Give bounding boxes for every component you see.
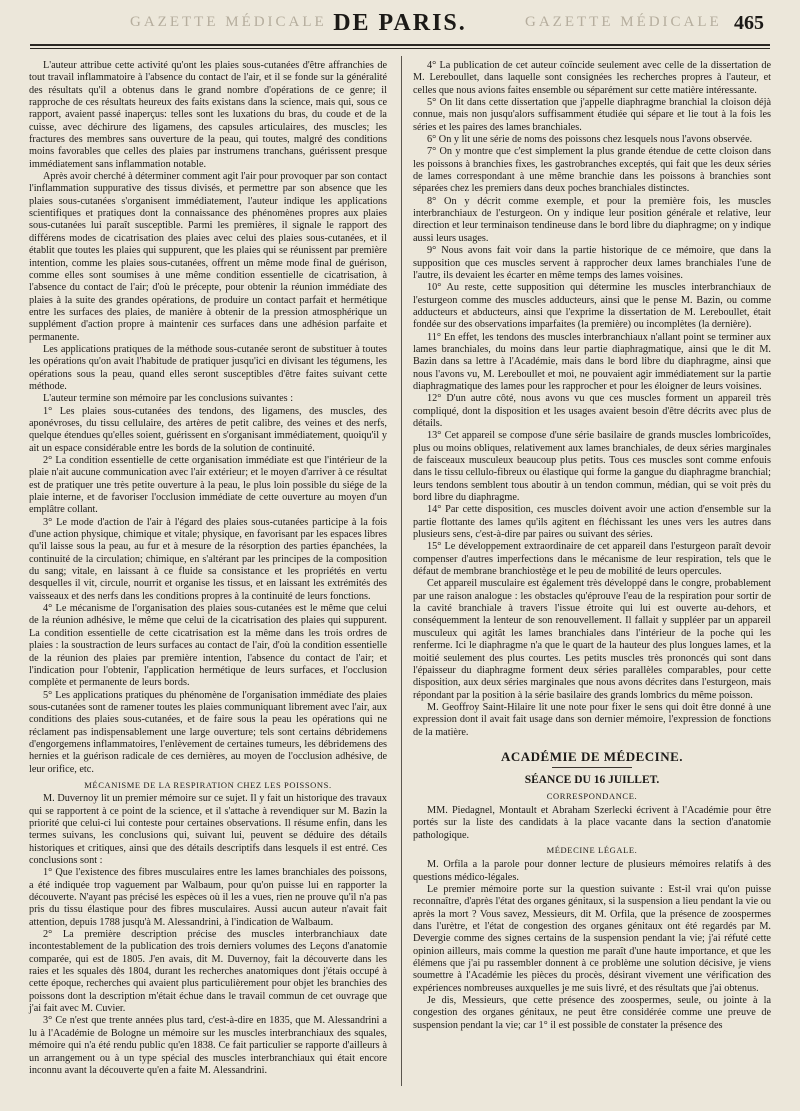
- show-through-text: GAZETTE MÉDICALE: [130, 14, 327, 30]
- right-column: [413, 60, 771, 1032]
- header-rule: [30, 44, 770, 46]
- medecine-legale-heading: MÉDECINE LÉGALE.: [546, 844, 638, 855]
- paragraph: 11° En effet, les tendons des muscles interbranchiaux n'allant point se terminer aux lames branchiales, du moins dans leur partie diaphragmatique, ainsi que le dit M. Bazin dans sa lettre à l'Académie, mais dans le bord libre du diaphragme, ainsi que nous l'avons vu, M. Lereboullet et moi, ne pouvaient agir immédiatement sur la partie diaphragmatique des lames pour les rapprocher et pour les éloigner de leurs voisines.: [413, 331, 771, 392]
- paragraph: L'auteur attribue cette activité qu'ont les plaies sous-cutanées d'être affranchies de tout travail inflammatoire à l'absence du contact de l'air, et il se fonde sur la généralité des résultats qu'il a obtenus dans le grand nombre d'opérations de ce genre; il rapproche de ces résultats heureux des faits existans dans la science, mais qui, sous ce rapport, avaient passé inaperçus: telles sont les luxations du bras, du coude et de la cuisse, avec déchirure des ligamens, des capsules articulaires, des muscles; les fractures des membres sans ouverture de la peau, qui toutes, malgré des conditions moins favorables que celles des plaies par instrumens tranchans, guérissent presque immédiatement sans inflammation notable.: [29, 60, 387, 170]
- paragraph: Je dis, Messieurs, que cette présence des zoospermes, seule, ou jointe à la congestion des organes génitaux, ne peut être considérée comme une preuve de suspension pendant la vie; car 1° il est possible de constater la présence des: [413, 995, 771, 1031]
- masthead-title: DE PARIS.: [333, 10, 467, 36]
- session-heading: SÉANCE DU 16 JUILLET.: [524, 774, 660, 787]
- paragraph: Le premier mémoire porte sur la question suivante : Est-il vrai qu'on puisse reconnaître, d'après l'état des organes génitaux, si la suspension a lieu pendant la vie ou après la mort ? Vous savez, Messieurs, dit M. Orfila, que la présence de zoospermes dans l'urètre, et l'état de congestion des organes génitaux ont été regardés par M. Devergie comme des signes certains de la suspension pendant la vie; j'ai réfuté cette opinion ailleurs, mais comme la question me paraît d'une haute importance, et que les élémens que j'ai pu rassembler donnent à ce problème une solution décisive, je viens soumettre à l'Académie les pièces du procès, désirant vivement une vérification des expériences nombreuses auxquelles je me suis livré, et des résultats que j'ai obtenus.: [413, 884, 771, 994]
- heading-rule: [552, 767, 632, 768]
- section-heading: MÉCANISME DE LA RESPIRATION CHEZ LES POISSONS.: [84, 779, 332, 790]
- paragraph: 10° Au reste, cette supposition qui détermine les muscles interbranchiaux de l'esturgeon comme des muscles adducteurs, ainsi que le pense M. Bazin, ou comme adducteurs et abducteurs, ainsi que l'exprime la dissertation de M. Lereboullet, était fondée sur des observations imparfaites (la première) ou incomplètes (la dernière).: [413, 282, 771, 331]
- paragraph: 7° On y montre que c'est simplement la plus grande étendue de cette cloison dans les poissons à branchies fixes, les gastrobranches exceptés, qui fait que les deux séries de lames correspondant à une même branchie dans les poissons à branchies sont séparées chez les premiers dans deux poches branchiales distinctes.: [413, 146, 771, 195]
- paragraph: 5° Les applications pratiques du phénomène de l'organisation immédiate des plaies sous-cutanées sont de ramener toutes les plaies communiquant librement avec l'air, aux conditions des plaies sous-cutanées, et de faire sous la peau les opérations qui ne réclament pas indispensablement une large ouverture; tels sont certains débridemens d'engorgemens inflammatoires, l'enlèvement de certaines tumeurs, les débridemens des hernies et la guérison radicale de ces dernières, au moyen de l'occlusion adhésive, de leur orifice, etc.: [29, 689, 387, 775]
- paragraph: 5° On lit dans cette dissertation que j'appelle diaphragme branchial la cloison déjà connue, mais non jusqu'alors suffisamment étudiée qui sépare et lie tout à la fois les séries et les paires des lames branchiales.: [413, 97, 771, 133]
- paragraph: 2° La condition essentielle de cette organisation immédiate est que l'intérieur de la plaie n'ait aucune communication avec l'air extérieur; et le moyen d'arriver à ce résultat est de pratiquer une très petite ouverture à la peau, le plus loin possible du siége de la plaie interne, et de favoriser l'occlusion immédiate de cette ouverture au moyen d'un emplâtre collant.: [29, 455, 387, 516]
- paragraph: 8° On y décrit comme exemple, et pour la première fois, les muscles interbranchiaux de l'esturgeon. On y indique leur position générale et relative, leur direction et leur terminaison tendineuse dans le bord libre du diaphragme; on y indique aussi leurs usages.: [413, 195, 771, 244]
- paragraph: 14° Par cette disposition, ces muscles doivent avoir une action d'ensemble sur la partie flottante des lames qu'ils agitent en fléchissant les unes vers les autres dans plusieurs sens, c'est-à-dire par paires ou suivant des séries.: [413, 504, 771, 541]
- page-header: [0, 10, 800, 44]
- paragraph: L'auteur termine son mémoire par les conclusions suivantes :: [43, 393, 294, 405]
- academy-heading: ACADÉMIE DE MÉDECINE.: [500, 748, 684, 764]
- show-through-text: GAZETTE MÉDICALE: [525, 14, 722, 30]
- paragraph: 13° Cet appareil se compose d'une série basilaire de grands muscles lombricoïdes, plus ou moins obliques, relativement aux lames branchiales, de deux séries marginales de faisceaux musculeux beaucoup plus petits. Tous ces muscles sont comme enfouis dans le tissu cellulo-fibreux ou élastique qui forme la gangue du diaphragme branchial; leurs tendons semblent tous aboutir à un tendon commun, médian, qui se voit près du bord libre du diaphragme.: [413, 430, 771, 504]
- paragraph: 3° Le mode d'action de l'air à l'égard des plaies sous-cutanées participe à la fois d'une action physique, chimique et vitale; physique, en favorisant par les espaces libres qu'il laisse sous la peau, au fur et à mesure de la résorption des parties épanchées, la continuité de la circulation; chimique, en s'altérant par les principes de la composition du sang; vitale, en laissant à ce fluide sa consistance et les propriétés en vertu desquelles il vit, circule, nourrit et organise les tissus, et en laissant les extrémités des vaisseaux et des nerfs dans les conditions propres à la continuité de leurs fonctions.: [29, 516, 387, 602]
- paragraph: 6° On y lit une série de noms des poissons chez lesquels nous l'avons observée.: [427, 134, 753, 146]
- paragraph: M. Geoffroy Saint-Hilaire lit une note pour fixer le sens qui doit être donné à une expression dont il avait fait usage dans son dernier mémoire, l'expression de fonctions de la matière.: [413, 701, 771, 738]
- paragraph: 1° Que l'existence des fibres musculaires entre les lames branchiales des poissons, a été indiquée trop vaguement par Walbaum, pour qu'on puisse lui en rapporter la découverte. N'ayant pas précisé les espèces où il les a vues, rien ne prouve qu'il n'a pas pris du tissu élastique pour des fibres musculaires. Aussi aucun auteur n'avait fait attention, depuis 1788 jusqu'à M. Alessandrini, à l'indication de Walbaum.: [29, 867, 387, 928]
- correspondance-heading: CORRESPONDANCE.: [546, 790, 638, 801]
- paragraph: Après avoir cherché à déterminer comment agit l'air pour provoquer par son contact l'inflammation suppurative des tissus divisés, et permettre par son absence que les plaies sous-cutanées s'organisent immédiatement, l'auteur indique les applications scientifiques et pratiques dont la connaissance des phénomènes propres aux plaies sous-cutanées lui paraît susceptible. Parmi les premières, il signale le rapport des différens modes de cicatrisation des plaies avec celui des plaies sous-cutanées, et il établit que toutes les plaies qui suppurent, que les plaies qui se réunissent par première intention, comme les plaies sous-cutanées, offrent un même mode final de guérison, comme elles sont soumises à une même condition essentielle de cicatrisation, à l'absence du contact de l'air; d'où le précepte, pour obtenir la réunion immédiate des plaies à la suite des grandes opérations, de produire un contact parfait et hermétique entre les surfaces des plaies, de manière à obtenir de la pression atmosphérique un supplément d'action propre à maintenir ces surfaces dans une adhésion parfaite et permanente.: [29, 171, 387, 343]
- paragraph: 15° Le développement extraordinaire de cet appareil dans l'esturgeon paraît devoir compenser d'autres imperfections dans le mécanisme de leur respiration, tels que le défaut de membrane branchiostège et le peu de mobilité de leurs opercules.: [413, 541, 771, 578]
- paragraph: 4° Le mécanisme de l'organisation des plaies sous-cutanées est le même que celui de la réunion adhésive, le même que celui de la cicatrisation des plaies qui suppurent. La condition essentielle de cette cicatrisation est la même dans les trois ordres de plaies : la soustraction de leurs surfaces au contact de l'air, d'où la condition essentielle de la réunion des plaies par première intention, l'absence du contact de l'air; et l'indication pour l'obtenir, l'application hermétique de leurs surfaces, et l'occlusion complète et permanente de leurs bords.: [29, 603, 387, 689]
- paragraph: Cet appareil musculaire est également très développé dans le congre, probablement par une raison analogue : les obstacles qu'éprouve l'eau de la respiration pour sortir de la cavité branchiale à travers l'issue étroite qui lui est ouverte au-dehors, et conséquemment la lenteur de son renouvellement. Il fallait y suppléer par un appareil musculeux qui agitât les lames branchiales dans l'intérieur de la poche qui les renferme. Ici le diaphragme n'a que le quart de la hauteur des plus longues lames, et la moitié seulement des plus courtes. Les petits muscles très prononcés qui sont dans l'épaisseur du diaphragme forment deux séries parallèles comparables, pour cette disposition, aux deux séries marginales que nous avons décrites dans l'esturgeon, mais répondant par la position à la série basilaire des grands lombrics du même poisson.: [413, 578, 771, 701]
- paragraph: 12° D'un autre côté, nous avons vu que ces muscles forment un appareil très compliqué, dont la disposition et les usages avaient besoin d'être décrits avec plus de détails.: [413, 393, 771, 429]
- column-separator: [401, 56, 402, 1086]
- left-column: [29, 60, 387, 1077]
- paragraph: 3° Ce n'est que trente années plus tard, c'est-à-dire en 1835, que M. Alessandrini a lu à l'Académie de Bologne un mémoire sur les muscles interbranchiaux des squales, mémoire qui n'a été rendu public qu'en 1838. Ce fait particulier se rapporte d'ailleurs à un arrangement ou à un type spécial des muscles interbranchiaux qui était encore inconnu avant la découverte qu'en a faite M. Alessandrini.: [29, 1015, 387, 1076]
- paragraph: 4° La publication de cet auteur coïncide seulement avec celle de la dissertation de M. Lereboullet, dans laquelle sont consignées les recherches propres à l'auteur, et celles que nous avions faites ensemble ou séparément sur cette matière intéressante.: [413, 60, 771, 96]
- paragraph: 1° Les plaies sous-cutanées des tendons, des ligamens, des muscles, des aponévroses, du tissu cellulaire, des artères de petit calibre, des veines et des nerfs, quelque étendues qu'elles soient, guérissent en s'organisant immédiatement, quoiqu'il y ait un espace considérable entre les bords de la solution de continuité.: [29, 405, 387, 454]
- paragraph: Les applications pratiques de la méthode sous-cutanée seront de substituer à toutes les opérations qu'on avait l'habitude de pratiquer jusqu'ici en divisant les tégumens, les opérations sous la peau, quand elles seront susceptibles d'être faites suivant cette méthode.: [29, 343, 387, 392]
- paragraph: 2° La première description précise des muscles interbranchiaux date incontestablement de la publication des trois derniers volumes des Leçons d'anatomie comparée, qui est de 1805. J'en avais, dit M. Duvernoy, fait la découverte dans les raies et les squales dès 1804, durant les recherches anatomiques dont j'étais occupé à cette époque, recherches qui avaient plus particulièrement pour objet les branchies des poissons dont la description m'était échue dans le travail commun de cet ouvrage que j'ai fait avec M. Cuvier.: [29, 929, 387, 1015]
- paragraph: M. Duvernoy lit un premier mémoire sur ce sujet. Il y fait un historique des travaux qui se rapportent à ce point de la science, et il s'attache à revendiquer sur M. Bazin la priorité que celui-ci lui conteste pour certaines observations. Il résume enfin, dans les termes suivans, les conclusions qui, suivant lui, peuvent se déduire des détails historiques et critiques, ainsi que des détails descriptifs dans lesquels il est entré. Ces conclusions sont :: [29, 793, 387, 866]
- paragraph: 9° Nous avons fait voir dans la partie historique de ce mémoire, que dans la supposition que ces muscles servent à rapprocher deux lames branchiales l'une de l'autre, ils devaient les écarter en même temps des lames voisines.: [413, 245, 771, 281]
- paragraph: MM. Piedagnel, Montault et Abraham Szerlecki écrivent à l'Académie pour être portés sur la liste des candidats à la place vacante dans la section d'anatomie pathologique.: [413, 804, 771, 841]
- page-number: 465: [734, 12, 764, 34]
- paragraph: M. Orfila a la parole pour donner lecture de plusieurs mémoires relatifs à des questions médico-légales.: [413, 859, 771, 883]
- header-rule-thin: [30, 48, 770, 49]
